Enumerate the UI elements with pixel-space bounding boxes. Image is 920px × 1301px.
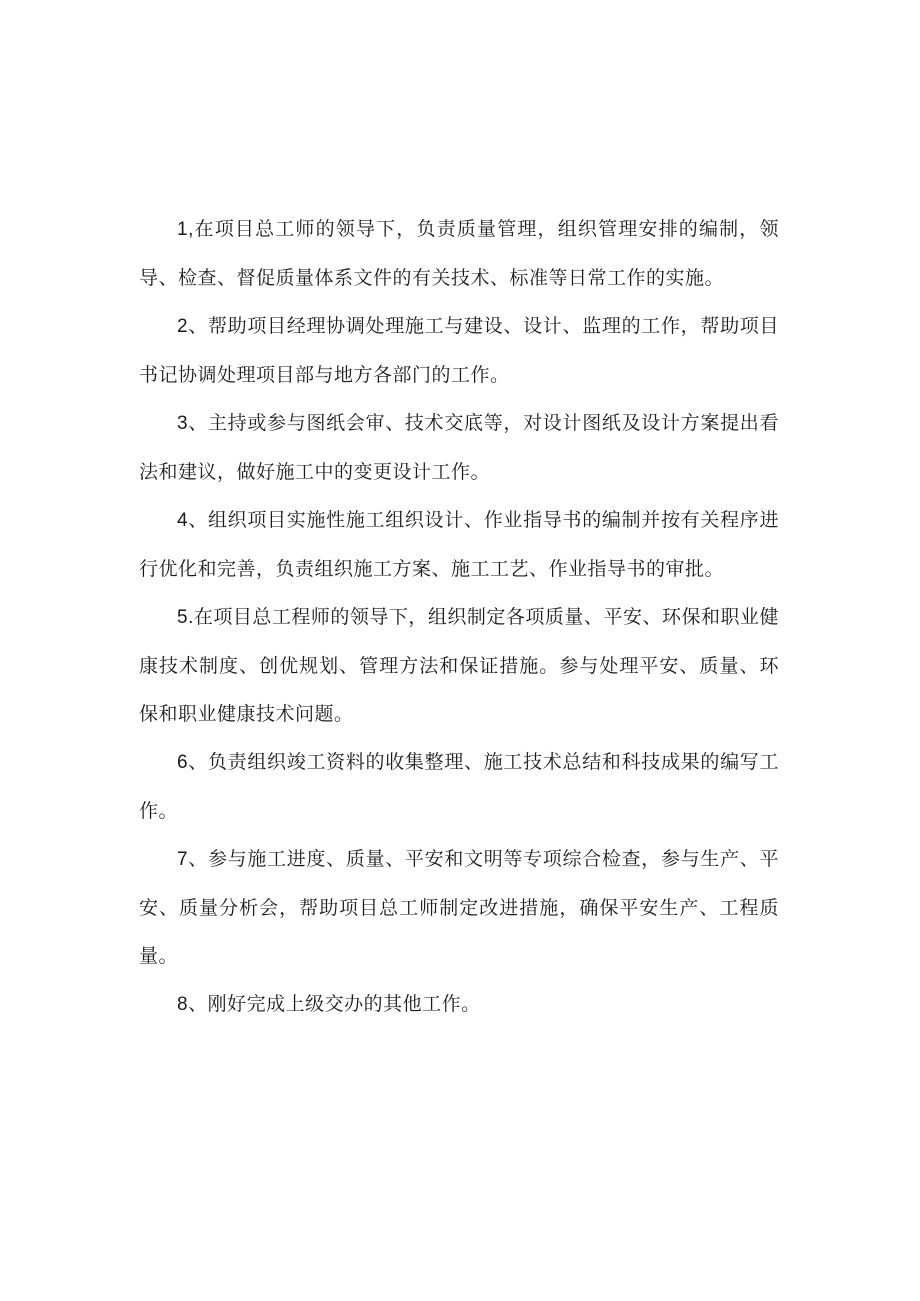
paragraph-number: 7、 bbox=[177, 849, 208, 870]
paragraph-number: 3、 bbox=[177, 413, 208, 434]
paragraph-line: 组织项目实施性施工组织设计、作业指导书的编制并按有关程序 bbox=[207, 509, 760, 531]
paragraph-line: 质量。 bbox=[139, 897, 779, 967]
paragraph-line: 在项目总工师的领导下，负责质量管理，组织管理安排的编制，领 bbox=[193, 218, 779, 240]
paragraph-line: 参与施工进度、质量、平安和文明等专项综合检查，参与生产、 bbox=[207, 848, 760, 870]
paragraph-line: 健康技术制度、创优规划、管理方法和保证措施。参与处理平安、质量、 bbox=[139, 606, 779, 677]
paragraph-number: 4、 bbox=[177, 510, 208, 531]
paragraph-line: 目书记协调处理项目部与地方各部门的工作。 bbox=[139, 315, 779, 386]
paragraph-number: 8、 bbox=[177, 994, 208, 1015]
document-body bbox=[139, 205, 779, 1029]
paragraph-5 bbox=[139, 593, 779, 738]
paragraph-8 bbox=[139, 980, 779, 1029]
paragraph-line: 在项目总工程师的领导下，组织制定各项质量、平安、环保和职业 bbox=[193, 606, 760, 628]
paragraph-3 bbox=[139, 399, 779, 496]
paragraph-line: 环保和职业健康技术问题。 bbox=[139, 655, 779, 725]
paragraph-7 bbox=[139, 835, 779, 980]
paragraph-line: 进行优化和完善，负责组织施工方案、施工工艺、作业指导书的审批。 bbox=[139, 509, 779, 580]
paragraph-2 bbox=[139, 302, 779, 399]
paragraph-line: 看法和建议，做好施工中的变更设计工作。 bbox=[139, 412, 779, 483]
paragraph-line: 导、检查、督促质量体系文件的有关技术、标准等日常工作的实施。 bbox=[139, 267, 725, 289]
paragraph-line: 刚好完成上级交办的其他工作。 bbox=[207, 993, 481, 1015]
paragraph-line: 主持或参与图纸会审、技术交底等，对设计图纸及设计方案提出 bbox=[207, 412, 760, 434]
paragraph-line: 负责组织竣工资料的收集整理、施工技术总结和科技成果的编写 bbox=[207, 751, 760, 773]
paragraph-line: 工作。 bbox=[139, 751, 779, 822]
paragraph-number: 2、 bbox=[177, 316, 208, 337]
paragraph-1 bbox=[139, 205, 779, 302]
paragraph-4 bbox=[139, 496, 779, 593]
paragraph-6 bbox=[139, 738, 779, 835]
paragraph-number: 1, bbox=[177, 219, 194, 240]
paragraph-number: 6、 bbox=[177, 752, 208, 773]
paragraph-line: 平安、质量分析会，帮助项目总工师制定改进措施，确保平安生产、工程 bbox=[139, 848, 779, 919]
paragraph-number: 5. bbox=[177, 607, 194, 628]
paragraph-line: 帮助项目经理协调处理施工与建设、设计、监理的工作，帮助项 bbox=[207, 315, 760, 337]
